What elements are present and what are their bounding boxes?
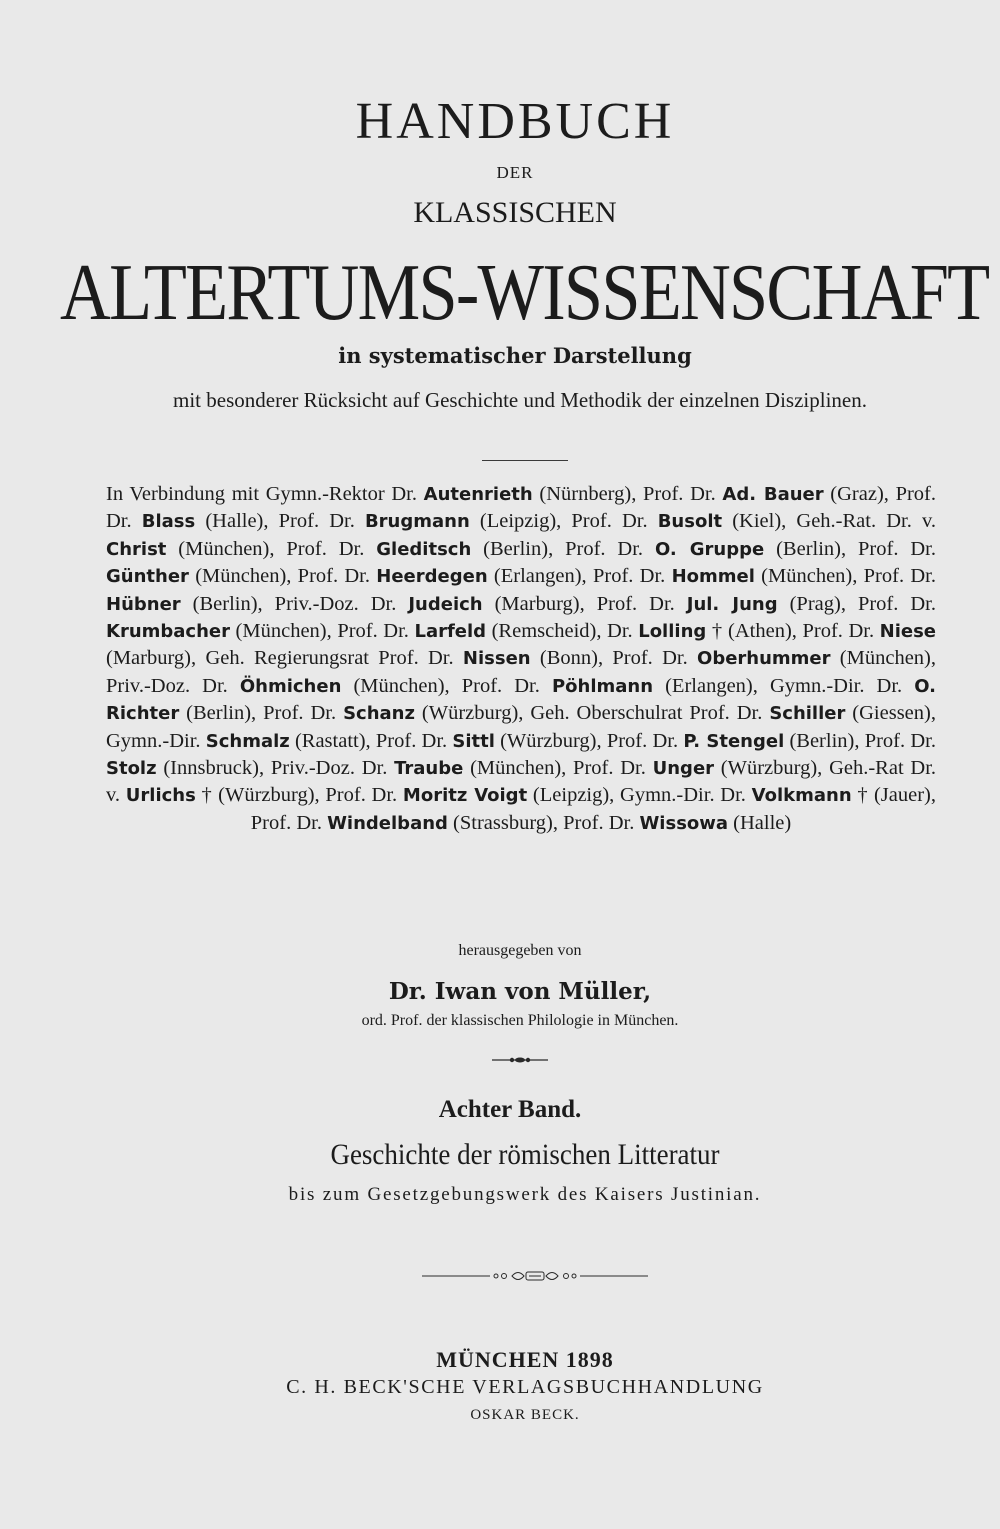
collaborator-place: (Leipzig), xyxy=(527,784,621,807)
collaborator-name: Ad. Bauer xyxy=(722,484,824,505)
collaborator-title: Prof. Dr. xyxy=(286,537,377,560)
divider-rule xyxy=(482,460,568,461)
editor-role: ord. Prof. der klassischen Philologie in München. xyxy=(361,1012,679,1029)
collaborator-place: (Giessen), xyxy=(845,702,936,725)
collaborator-title: Prof. Dr. xyxy=(106,483,937,533)
collaborator-place: (Innsbruck), xyxy=(156,757,271,780)
ornament-large-icon xyxy=(420,1268,650,1284)
collaborator-place: (Würzburg), xyxy=(414,702,531,725)
collaborator-place: (Berlin), xyxy=(180,592,275,615)
editor-name: Dr. Iwan von Müller, xyxy=(388,978,652,1005)
collaborators-intro: In Verbindung mit xyxy=(106,483,260,505)
collaborator-place: (München), xyxy=(463,757,574,780)
collaborator-name: Günther xyxy=(106,566,189,588)
collaborator-name: Hommel xyxy=(671,566,755,588)
collaborator-place: (Nürnberg), xyxy=(532,483,643,505)
collaborator-name: Jul. Jung xyxy=(686,593,778,615)
title-altertums-wissenschaft: ALTERTUMS-WISSENSCHAFT xyxy=(60,249,989,337)
collaborator-place: (Prag), xyxy=(777,592,858,615)
collaborator-place: (Würzburg), xyxy=(714,757,830,780)
collaborator-title: Gymn.-Dir. xyxy=(106,729,206,752)
collaborator-place: (Würzburg), xyxy=(494,729,607,752)
title-klassischen: KLASSISCHEN xyxy=(413,196,617,229)
collaborator-name: Volkmann xyxy=(751,785,852,807)
collaborator-title: Prof. Dr. xyxy=(297,565,377,588)
collaborator-place: (Bonn), xyxy=(530,647,613,670)
collaborator-title: Prof. Dr. xyxy=(643,483,723,505)
collaborator-place: (Strassburg), xyxy=(447,811,564,834)
collaborator-name: Schiller xyxy=(769,703,846,725)
collaborator-name: Nissen xyxy=(462,648,531,670)
collaborator-name: Hübner xyxy=(106,593,181,615)
collaborator-name: Schanz xyxy=(343,703,415,725)
collaborator-title: Priv.-Doz. Dr. xyxy=(274,592,409,615)
collaborator-name: Judeich xyxy=(408,593,483,615)
collaborator-title: Prof. Dr. xyxy=(612,647,698,670)
collaborator-title: Geh.-Rat Dr. v. xyxy=(106,757,937,807)
collaborator-title: Prof. Dr. xyxy=(325,784,403,807)
collaborator-name: Autenrieth xyxy=(423,484,533,505)
collaborator-place: (München), xyxy=(754,565,864,588)
collaborator-name: Brugmann xyxy=(364,511,470,533)
ornament-small-icon xyxy=(490,1054,550,1066)
collaborator-title: Prof. Dr. xyxy=(563,811,640,834)
collaborator-name: Stolz xyxy=(106,758,157,780)
collaborator-place: (München), xyxy=(830,647,937,670)
collaborator-place: (Marburg), xyxy=(482,592,597,615)
collaborator-place: (Berlin), xyxy=(471,537,566,560)
collaborator-title: Prof. Dr. xyxy=(573,757,653,780)
collaborator-title: Prof. Dr. xyxy=(606,729,684,752)
collaborator-title: Prof. Dr. xyxy=(858,537,936,560)
collaborator-place: (Berlin), xyxy=(764,537,859,560)
collaborator-title: Dr. xyxy=(607,620,639,643)
collaborator-title: Priv.-Doz. Dr. xyxy=(106,674,240,697)
collaborator-name: Moritz Voigt xyxy=(402,785,528,807)
collaborator-title: Geh. Oberschulrat Prof. Dr. xyxy=(530,702,770,725)
collaborator-title: Prof. Dr. xyxy=(337,620,415,643)
herausgegeben-label: herausgegeben von xyxy=(458,942,582,959)
collaborator-name: P. Stengel xyxy=(683,730,785,752)
collaborator-name: O. Gruppe xyxy=(654,538,765,560)
collaborator-place: (Rastatt), xyxy=(289,729,376,752)
collaborator-title: Prof. Dr. xyxy=(263,702,344,725)
title-systematisch: in systematischer Darstellung xyxy=(338,343,692,368)
collaborator-name: Unger xyxy=(652,758,715,780)
collaborator-place: (Berlin), xyxy=(784,729,865,752)
collaborator-title: Prof. Dr. xyxy=(278,510,365,533)
collaborator-name: Krumbacher xyxy=(106,621,230,643)
collaborator-title: Gymn.-Rektor Dr. xyxy=(259,483,424,505)
collaborator-title: Prof. Dr. xyxy=(857,592,936,615)
collaborator-place: (Erlangen), xyxy=(487,565,593,588)
collaborator-name: Sittl xyxy=(452,730,495,752)
volume-subtitle: bis zum Gesetzgebungswerk des Kaisers Justinian. xyxy=(288,1184,762,1205)
collaborator-place: (Halle) xyxy=(728,811,792,834)
collaborator-place: (Kiel), xyxy=(722,510,797,533)
collaborator-name: Oberhummer xyxy=(697,648,831,670)
collaborator-title: Prof. Dr. xyxy=(250,811,328,834)
collaborator-place: (Graz), xyxy=(823,483,896,505)
collaborator-title: Gymn.-Dir. Dr. xyxy=(620,784,752,807)
collaborator-title: Gymn.-Dir. Dr. xyxy=(769,674,915,697)
collaborator-place: (München), xyxy=(166,537,287,560)
collaborator-title: Prof. Dr. xyxy=(863,565,936,588)
title-der: DER xyxy=(496,163,534,182)
collaborator-title: Prof. Dr. xyxy=(864,729,936,752)
collaborator-place: (Leipzig), xyxy=(469,510,572,533)
collaborator-name: Christ xyxy=(106,538,167,560)
collaborator-place: † (Athen), xyxy=(706,620,803,643)
volume-title: Geschichte der römischen Litteratur xyxy=(330,1138,720,1171)
collaborator-title: Geh. Regierungsrat Prof. Dr. xyxy=(205,647,463,670)
subtitle: mit besonderer Rücksicht auf Geschichte und Methodik der einzelnen Disziplinen. xyxy=(173,388,867,412)
imprint-publisher: C. H. BECK'SCHE VERLAGSBUCHHANDLUNG xyxy=(286,1376,764,1398)
collaborator-title: Prof. Dr. xyxy=(565,537,655,560)
collaborator-name: Pöhlmann xyxy=(551,675,654,697)
collaborator-name: Busolt xyxy=(657,511,723,533)
collaborator-place: † (Würzburg), xyxy=(195,784,326,807)
collaborator-place: (Remscheid), xyxy=(486,620,608,643)
title-handbuch: HANDBUCH xyxy=(355,93,675,150)
collaborator-title: Priv.-Doz. Dr. xyxy=(270,757,395,780)
volume-band: Achter Band. xyxy=(438,1096,582,1123)
collaborator-title: Prof. Dr. xyxy=(802,620,880,643)
collaborator-place: (München), xyxy=(230,620,338,643)
collaborator-title: Prof. Dr. xyxy=(375,729,453,752)
collaborator-title: Prof. Dr. xyxy=(596,592,687,615)
collaborator-name: Urlichs xyxy=(125,785,196,807)
collaborator-title: Geh.-Rat. Dr. v. xyxy=(796,510,937,533)
collaborators-paragraph xyxy=(106,481,936,837)
imprint-owner: OSKAR BECK. xyxy=(470,1407,580,1423)
collaborator-name: Wissowa xyxy=(639,812,729,834)
collaborator-place: (Berlin), xyxy=(179,702,264,725)
collaborator-place: (München), xyxy=(188,565,298,588)
collaborator-name: Öhmichen xyxy=(239,675,342,697)
collaborator-name: Gleditsch xyxy=(376,538,472,560)
collaborator-place: (Erlangen), xyxy=(653,674,770,697)
imprint-place-year: MÜNCHEN 1898 xyxy=(436,1347,614,1372)
collaborator-name: Traube xyxy=(394,758,464,780)
collaborator-place: (München), xyxy=(341,674,462,697)
collaborator-place: (Halle), xyxy=(195,510,279,533)
collaborator-name: Larfeld xyxy=(414,621,487,643)
collaborator-place: † (Jauer), xyxy=(851,784,937,807)
collaborator-name: Heerdegen xyxy=(376,566,488,588)
collaborator-title: Prof. Dr. xyxy=(461,674,552,697)
collaborator-title: Prof. Dr. xyxy=(571,510,658,533)
collaborator-name: O. Richter xyxy=(106,675,936,725)
collaborator-name: Schmalz xyxy=(205,730,290,752)
collaborator-place: (Marburg), xyxy=(106,647,206,670)
collaborator-name: Windelband xyxy=(327,812,448,834)
collaborator-name: Niese xyxy=(879,621,936,643)
collaborator-name: Blass xyxy=(141,511,196,533)
collaborator-name: Lolling xyxy=(638,621,707,643)
collaborator-title: Prof. Dr. xyxy=(592,565,672,588)
